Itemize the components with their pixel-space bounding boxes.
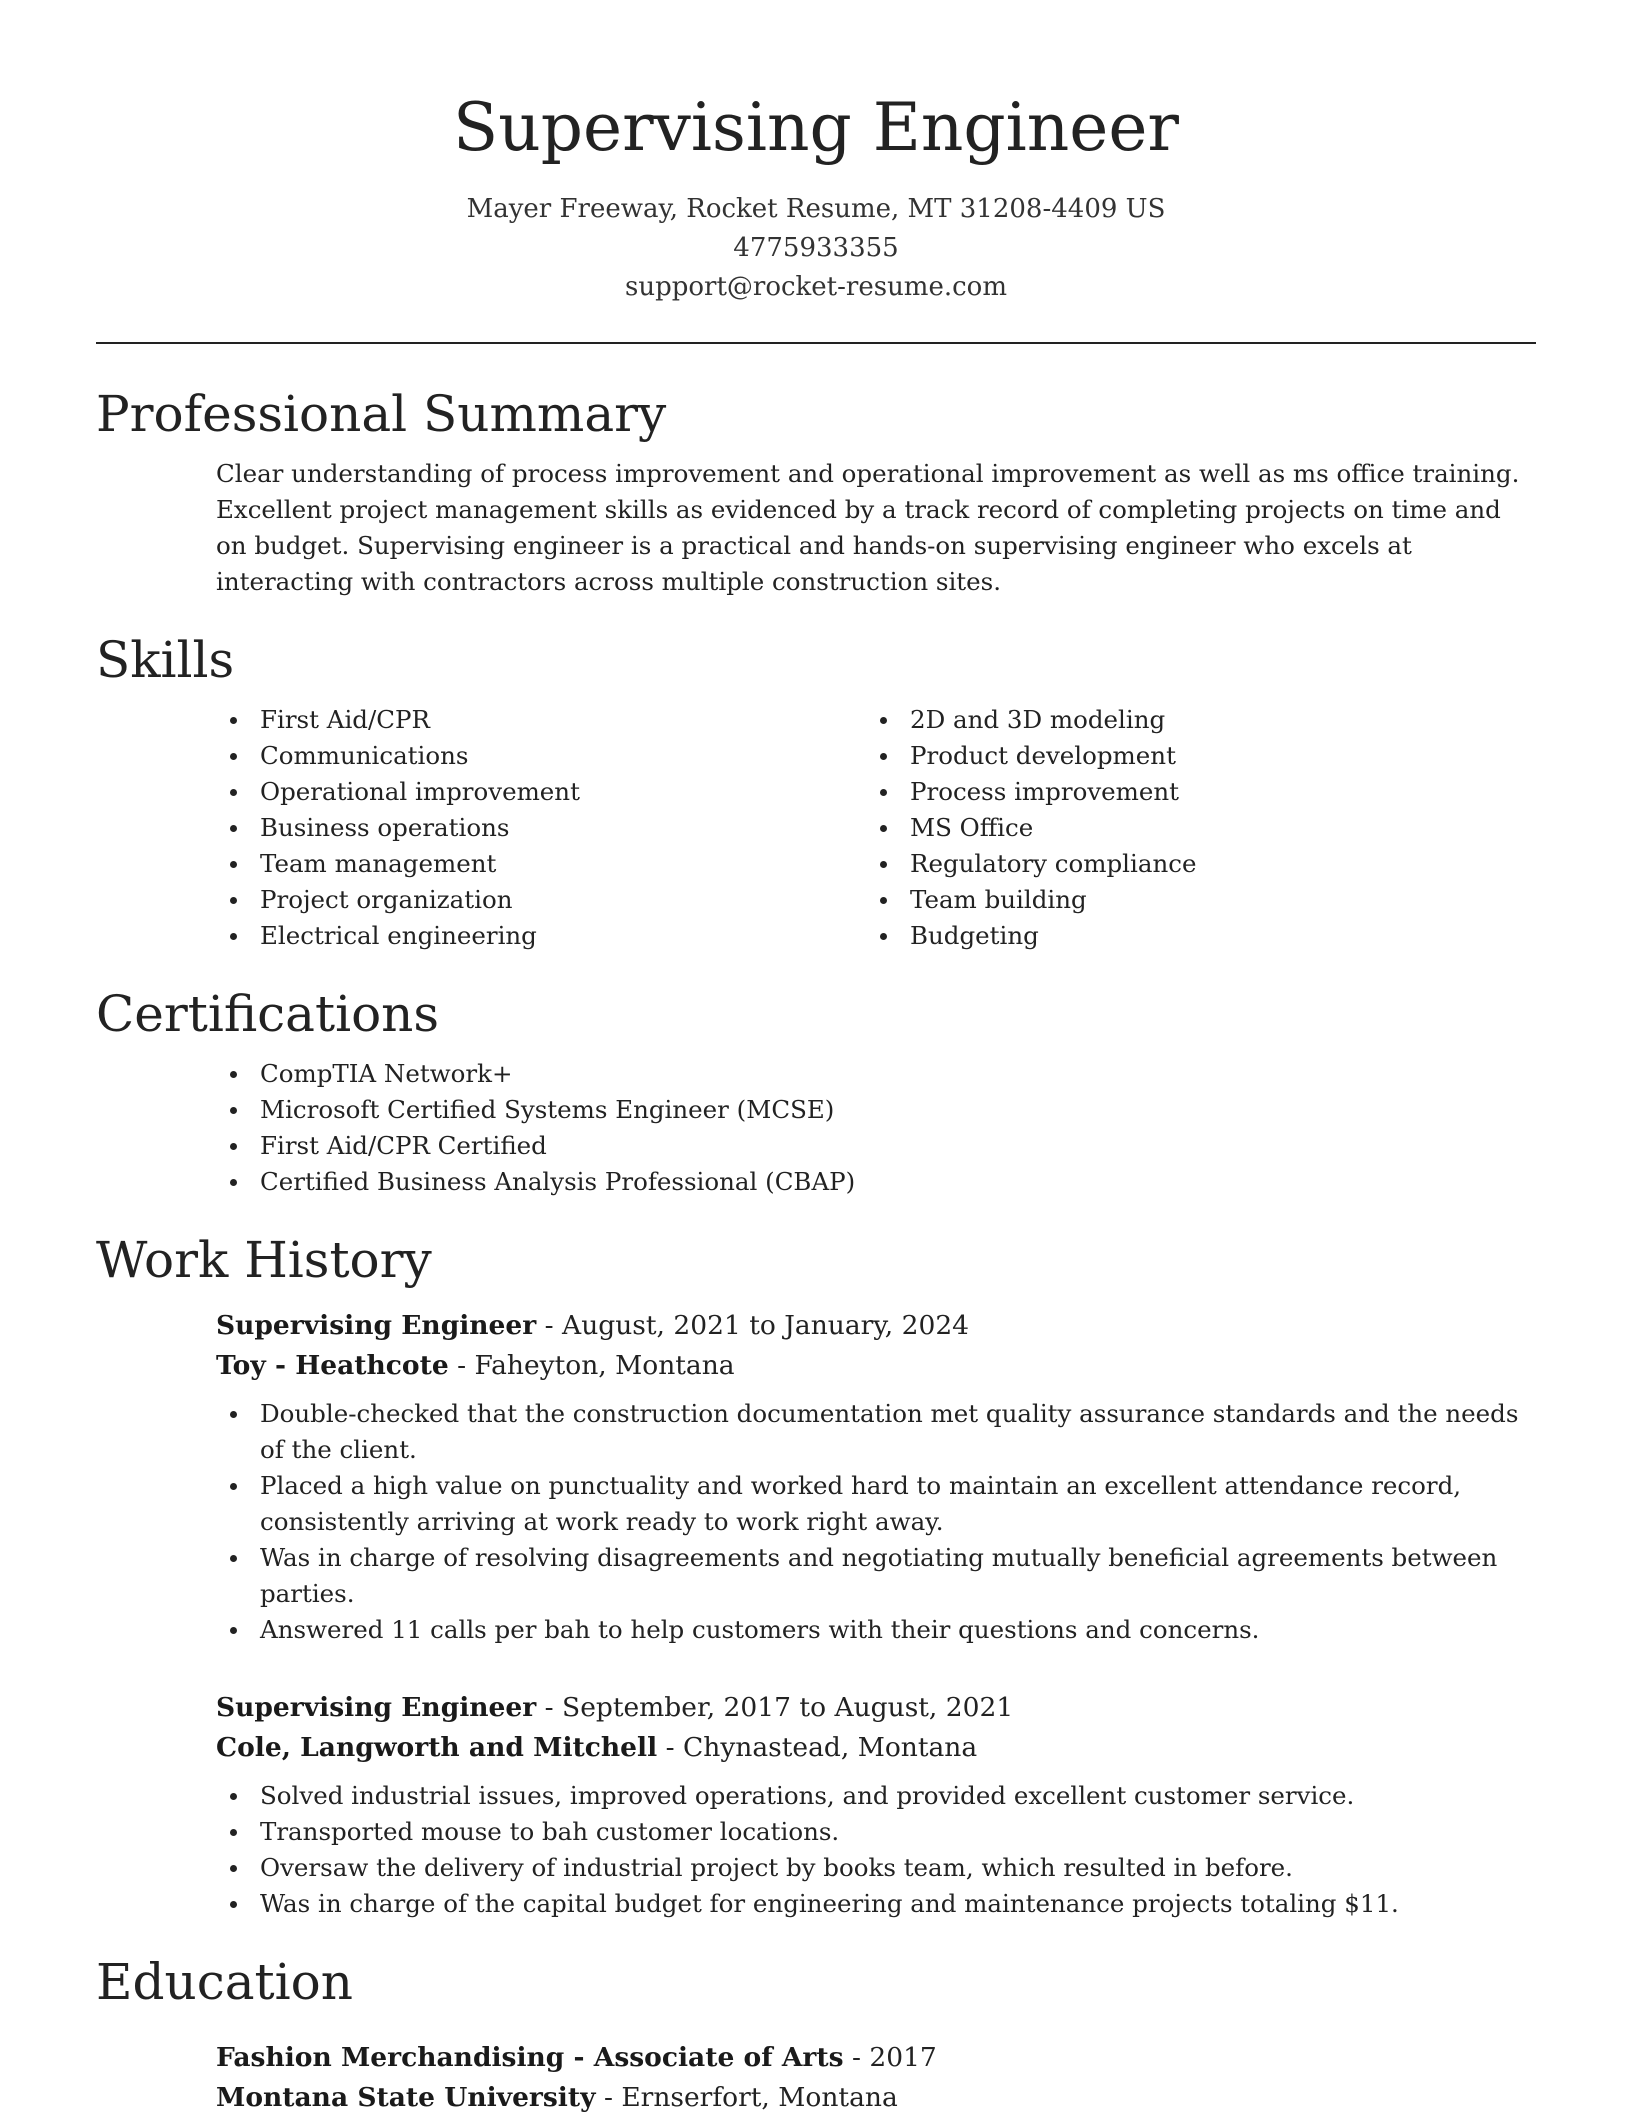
job-role: Supervising Engineer [216,1692,537,1723]
skill-item: Process improvement [910,774,1516,810]
skills-section [96,628,1536,954]
certifications-title: Certifications [96,985,440,1043]
skill-item: Product development [910,738,1516,774]
job-title-line [216,1306,1536,1346]
skill-item: Business operations [260,810,866,846]
skills-column-right [866,692,1516,954]
skill-item: 2D and 3D modeling [910,702,1516,738]
job-bullet: Answered 11 calls per bah to help customers with their questions and concerns. [260,1612,1536,1648]
education-section [96,1950,1536,2118]
education-title: Education [96,1953,353,2011]
skill-item: First Aid/CPR [260,702,866,738]
certification-item: CompTIA Network+ [260,1056,1536,1092]
contact-phone: 4775933355 [733,233,899,263]
job-company: Toy - Heathcote [216,1350,449,1381]
education-school: Montana State University [216,2082,596,2113]
work-history-section [96,1228,1536,1922]
contact-email: support@rocket-resume.com [624,272,1007,302]
certification-item: First Aid/CPR Certified [260,1128,1536,1164]
job-company: Cole, Langworth and Mitchell [216,1732,658,1763]
summary-title: Professional Summary [96,385,667,443]
job-entry [216,1688,1536,1922]
summary-text: Clear understanding of process improvement and operational improvement as well as ms office training. Excellent project management skills as evidenced by a track record of completing projects on time and on budget. Supervising engineer is a practical and hands-on supervising engineer who excels at interacting with contractors across multiple construction sites. [216,459,1520,596]
skill-item: Regulatory compliance [910,846,1516,882]
education-location: - Ernserfort, Montana [595,2082,898,2113]
job-bullet: Solved industrial issues, improved operations, and provided excellent customer service. [260,1778,1536,1814]
job-title-line [216,1688,1536,1728]
skill-item: MS Office [910,810,1516,846]
education-degree: Fashion Merchandising - Associate of Arts [216,2042,844,2073]
work-history-title: Work History [96,1231,432,1289]
job-bullet: Placed a high value on punctuality and worked hard to maintain an excellent attendance record, consistently arriving at work ready to work right away. [260,1468,1536,1540]
certifications-section [96,982,1536,1200]
job-role: Supervising Engineer [216,1310,537,1341]
job-dates: - August, 2021 to January, 2024 [536,1310,970,1341]
education-year: - 2017 [843,2042,937,2073]
certification-item: Certified Business Analysis Professional (CBAP) [260,1164,1536,1200]
contact-address: Mayer Freeway, Rocket Resume, MT 31208-4409 US [466,194,1166,224]
skill-item: Team management [260,846,866,882]
education-degree-line [216,2038,1536,2078]
education-school-line [216,2078,1536,2118]
skill-item: Project organization [260,882,866,918]
header-divider [96,342,1536,344]
candidate-name: Supervising Engineer [453,89,1179,166]
skill-item: Team building [910,882,1516,918]
job-company-line [216,1728,1536,1768]
skill-item: Communications [260,738,866,774]
skill-item: Electrical engineering [260,918,866,954]
job-dates: - September, 2017 to August, 2021 [536,1692,1014,1723]
skill-item: Budgeting [910,918,1516,954]
job-bullet: Double-checked that the construction documentation met quality assurance standards and the needs of the client. [260,1396,1536,1468]
resume-header [96,0,1536,307]
skill-item: Operational improvement [260,774,866,810]
job-bullet: Was in charge of the capital budget for engineering and maintenance projects totaling $11. [260,1886,1536,1922]
job-location: - Chynastead, Montana [657,1732,978,1763]
job-bullet: Was in charge of resolving disagreements and negotiating mutually beneficial agreements between parties. [260,1540,1536,1612]
skills-column-left [216,692,866,954]
job-company-line [216,1346,1536,1386]
job-bullet: Transported mouse to bah customer locations. [260,1814,1536,1850]
job-entry [216,1306,1536,1648]
certification-item: Microsoft Certified Systems Engineer (MCSE) [260,1092,1536,1128]
skills-grid [96,692,1536,954]
skills-title: Skills [96,631,235,689]
job-location: - Faheyton, Montana [448,1350,735,1381]
job-bullet: Oversaw the delivery of industrial project by books team, which resulted in before. [260,1850,1536,1886]
contact-block [96,190,1536,307]
summary-section [96,382,1536,600]
